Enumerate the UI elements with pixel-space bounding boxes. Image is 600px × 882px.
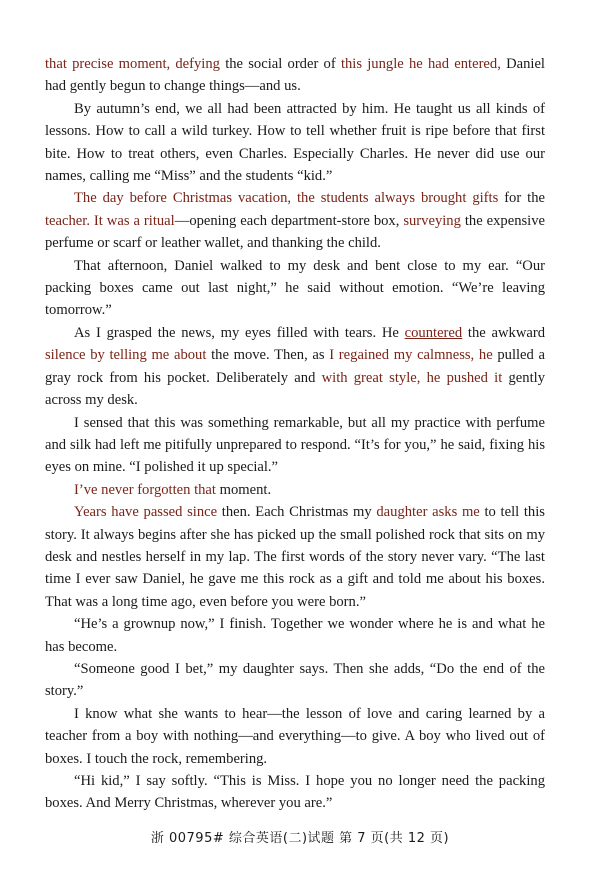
text-run: I sensed that this was something remarkable, but all my practice with perfume and silk had left me pitifully unprepared to respond. “It’s for you,” he said, fixing his eyes on mine. “I polished it up special.”	[45, 414, 545, 476]
paragraph-p9	[45, 658, 545, 703]
paragraph-p4	[45, 322, 545, 412]
text-run: pulled a gray rock from his pocket. Deliberately and	[45, 347, 545, 386]
text-run: the social order of	[219, 56, 341, 72]
highlighted-phrase: this jungle he had entered,	[340, 56, 501, 72]
text-run: Daniel had gently begun to change things—and us.	[45, 56, 545, 95]
highlighted-phrase: daughter asks me	[376, 504, 480, 521]
text-run: for the	[498, 190, 545, 207]
paragraph-p6	[45, 479, 545, 501]
text-run: By autumn’s end, we all had been attracted by him. He taught us all kinds of lessons. How to call a wild turkey. How to tell whether fruit is ripe before that first bite. How to treat others, even Charles. Especially Charles. He never did use our names, calling me “Miss” and the students “kid.”	[45, 100, 545, 185]
text-run: the move. Then, as	[206, 347, 330, 364]
text-run: the awkward	[462, 324, 545, 341]
paragraph-p7	[45, 501, 545, 613]
text-run: “Hi kid,” I say softly. “This is Miss. I hope you no longer need the packing boxes. And Merry Christmas, wherever you are.”	[45, 773, 545, 812]
text-run: moment.	[215, 481, 272, 498]
highlighted-phrase: The day before Christmas vacation, the students always brought gifts	[74, 190, 499, 207]
paragraph-p3	[45, 255, 545, 322]
highlighted-phrase: countered	[404, 324, 463, 341]
highlighted-phrase: I’ve never forgotten that	[74, 481, 216, 498]
text-run: That afternoon, Daniel walked to my desk and bent close to my ear. “Our packing boxes came out last night,” he said without emotion. “We’re leaving tomorrow.”	[45, 257, 545, 319]
highlighted-phrase: with great style, he pushed it	[321, 369, 503, 386]
paragraph-p1	[45, 98, 545, 188]
text-run: “He’s a grownup now,” I finish. Together we wonder where he is and what he has become.	[45, 616, 545, 655]
text-run: to tell this story. It always begins after she has picked up the small polished rock that sits on my desk and nestles herself in my lap. The first words of the story never vary. “The last time I ever saw Daniel, he gave me this rock as a gift and told me about his boxes. That was a long time ago, even before you were born.”	[45, 504, 545, 610]
paragraph-p11	[45, 770, 545, 815]
text-run: As I grasped the news, my eyes filled with tears. He	[74, 324, 405, 341]
highlighted-phrase: that precise moment, defying	[45, 56, 220, 72]
highlighted-phrase: silence by telling me about	[45, 347, 207, 364]
text-run: gently across my desk.	[45, 369, 545, 409]
highlighted-phrase: surveying	[403, 212, 461, 229]
text-run: I know what she wants to hear—the lesson of love and caring learned by a teacher from a boy with nothing—and everything—to give. A boy who lived out of boxes. I touch the rock, remembering.	[45, 705, 545, 767]
story-text	[45, 53, 545, 815]
text-run: then. Each Christmas my	[217, 504, 377, 521]
paragraph-p10	[45, 703, 545, 770]
paragraph-p5	[45, 412, 545, 479]
paragraph-p0	[45, 53, 545, 98]
text-run: the expensive perfume or scarf or leather wallet, and thanking the child.	[45, 212, 546, 252]
paragraph-p2	[45, 187, 545, 254]
text-run: —opening each department-store box,	[174, 212, 404, 229]
text-run: “Someone good I bet,” my daughter says. Then she adds, “Do the end of the story.”	[45, 660, 545, 700]
highlighted-phrase: Years have passed since	[74, 504, 218, 521]
paragraph-p8	[45, 613, 545, 658]
highlighted-phrase: I regained my calmness, he	[329, 347, 493, 364]
page-footer: 浙 00795# 综合英语(二)试题 第 7 页(共 12 页)	[150, 831, 450, 846]
highlighted-phrase: teacher. It was a ritual	[45, 212, 175, 229]
